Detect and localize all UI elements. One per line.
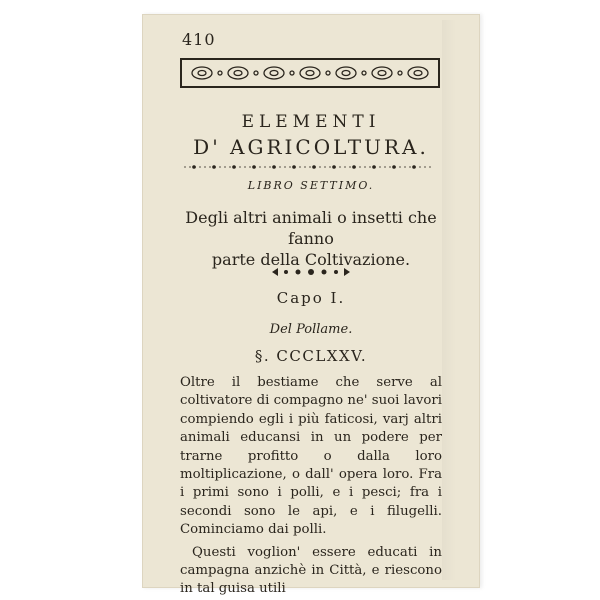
section-number: §. CCCLXXV. [254, 347, 368, 365]
ornamental-rule-icon [184, 163, 434, 171]
chapter-subtitle: Del Pollame. [269, 322, 353, 337]
body-text [180, 374, 442, 599]
book-subheading: LIBRO SETTIMO. [247, 179, 375, 192]
paragraph-1: Oltre il bestiame che serve al coltivatore di compagno ne' suoi lavori compiendo egli i più faticosi, varj altri animali educansi in un podere per trarne profitto o dalla loro moltiplicazione, o dall' opera loro. Fra i primi sono i polli, e i pesci; fra i secondi sono le api, e i filugelli. Cominciamo dai polli. [180, 375, 442, 538]
paragraph-2: Questi voglion' essere educati in campagna anzichè in Città, e riescono in tal guisa utili [180, 544, 442, 597]
heading-elementi: ELEMENTI [241, 112, 381, 132]
book-subtitle [162, 207, 460, 270]
page-number: 410 [182, 30, 216, 49]
ornamental-band-icon [180, 58, 440, 88]
chapter-title: Capo I. [276, 289, 346, 307]
ornamental-divider-icon [268, 266, 354, 278]
heading-agricoltura: D' AGRICOLTURA. [193, 135, 429, 159]
subtitle-line-1: Degli altri animali o insetti che fanno [185, 208, 437, 248]
subtitle-line-2: parte della Coltivazione. [211, 250, 411, 269]
book-page [142, 14, 480, 597]
